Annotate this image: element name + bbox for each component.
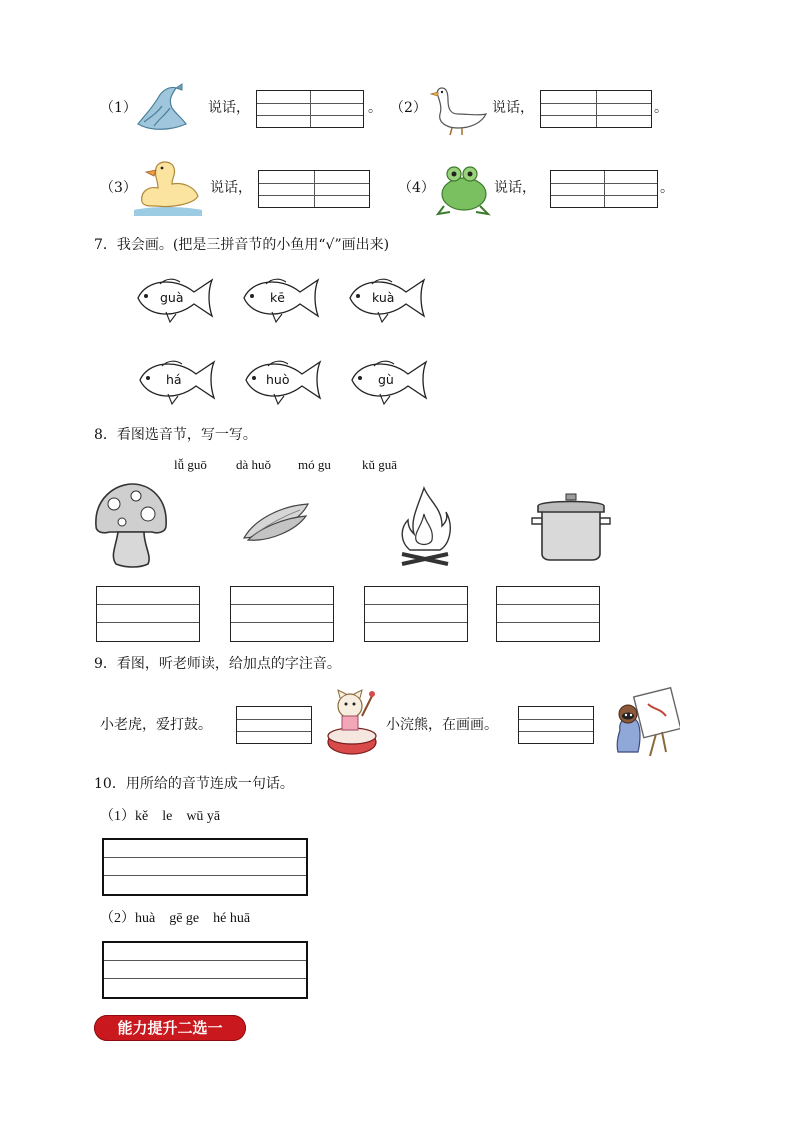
fish-huò[interactable] <box>240 354 326 406</box>
q6-item-2-period: 。 <box>654 100 668 116</box>
q8-title: 8．看图选音节，写一写。 <box>94 427 257 443</box>
q6-item-2-number: （2） <box>390 100 427 116</box>
writing-grid-q6-2[interactable] <box>540 90 652 128</box>
bitter-melon-icon <box>240 500 312 544</box>
mushroom-icon <box>92 480 170 570</box>
q6-item-4-period: 。 <box>660 180 674 196</box>
q6-item-3-number: （3） <box>100 180 137 196</box>
frog-icon <box>434 160 492 218</box>
q9-sentence-1: 小老虎，爱打鼓。 <box>100 717 212 733</box>
q10-part-2: （2）huà gē ge hé huā <box>100 911 251 926</box>
raccoon-painting-icon <box>608 686 680 760</box>
writing-grid-q6-3[interactable] <box>258 170 370 208</box>
writing-grid-q8-2[interactable] <box>230 586 334 642</box>
swan-icon <box>132 78 190 136</box>
fish-kē[interactable] <box>238 272 324 324</box>
duck-icon <box>132 156 204 218</box>
q6-item-3-text: 说话， <box>210 180 252 196</box>
tiger-drum-icon <box>326 686 378 756</box>
q8-option-4: kǔ guā <box>362 457 398 472</box>
writing-grid-q8-4[interactable] <box>496 586 600 642</box>
q9-title: 9．看图，听老师读，给加点的字注音。 <box>94 656 341 672</box>
writing-grid-q10-1[interactable] <box>102 838 308 896</box>
writing-grid-q9-1[interactable] <box>236 706 312 744</box>
q6-item-4-text: 说话， <box>494 180 536 196</box>
q6-item-1-text: 说话， <box>208 100 250 116</box>
section-badge: 能力提升二选一 <box>94 1015 246 1041</box>
q6-item-1-period: 。 <box>368 100 382 116</box>
fish-guà[interactable] <box>132 272 218 324</box>
fish-kuà[interactable] <box>344 272 430 324</box>
fish-label: kē <box>270 290 285 305</box>
fish-label: kuà <box>372 290 395 305</box>
q8-option-1: lǚ guō <box>174 457 207 472</box>
writing-grid-q6-1[interactable] <box>256 90 364 128</box>
fish-label: guà <box>160 290 184 305</box>
pot-icon <box>528 492 614 562</box>
writing-grid-q6-4[interactable] <box>550 170 658 208</box>
q6-item-1-number: （1） <box>100 100 137 116</box>
q6-item-2-text: 说话， <box>492 100 534 116</box>
q10-title: 10．用所给的音节连成一句话。 <box>94 776 294 792</box>
q6-item-4-number: （4） <box>398 180 435 196</box>
fish-label: há <box>166 372 182 387</box>
goose-icon <box>428 78 490 138</box>
fish-label: huò <box>266 372 290 387</box>
q8-option-2: dà huǒ <box>236 457 272 472</box>
writing-grid-q8-3[interactable] <box>364 586 468 642</box>
writing-grid-q8-1[interactable] <box>96 586 200 642</box>
writing-grid-q9-2[interactable] <box>518 706 594 744</box>
q9-sentence-2: 小浣熊，在画画。 <box>386 717 498 733</box>
q8-option-3: mó gu <box>298 457 331 472</box>
q7-title: 7．我会画。(把是三拼音节的小鱼用“√”画出来) <box>94 237 390 253</box>
fish-gù[interactable] <box>346 354 432 406</box>
fire-icon <box>396 484 454 568</box>
q10-part-1: （1）kě le wū yā <box>100 809 221 824</box>
fish-label: gù <box>378 372 394 387</box>
writing-grid-q10-2[interactable] <box>102 941 308 999</box>
fish-há[interactable] <box>134 354 220 406</box>
